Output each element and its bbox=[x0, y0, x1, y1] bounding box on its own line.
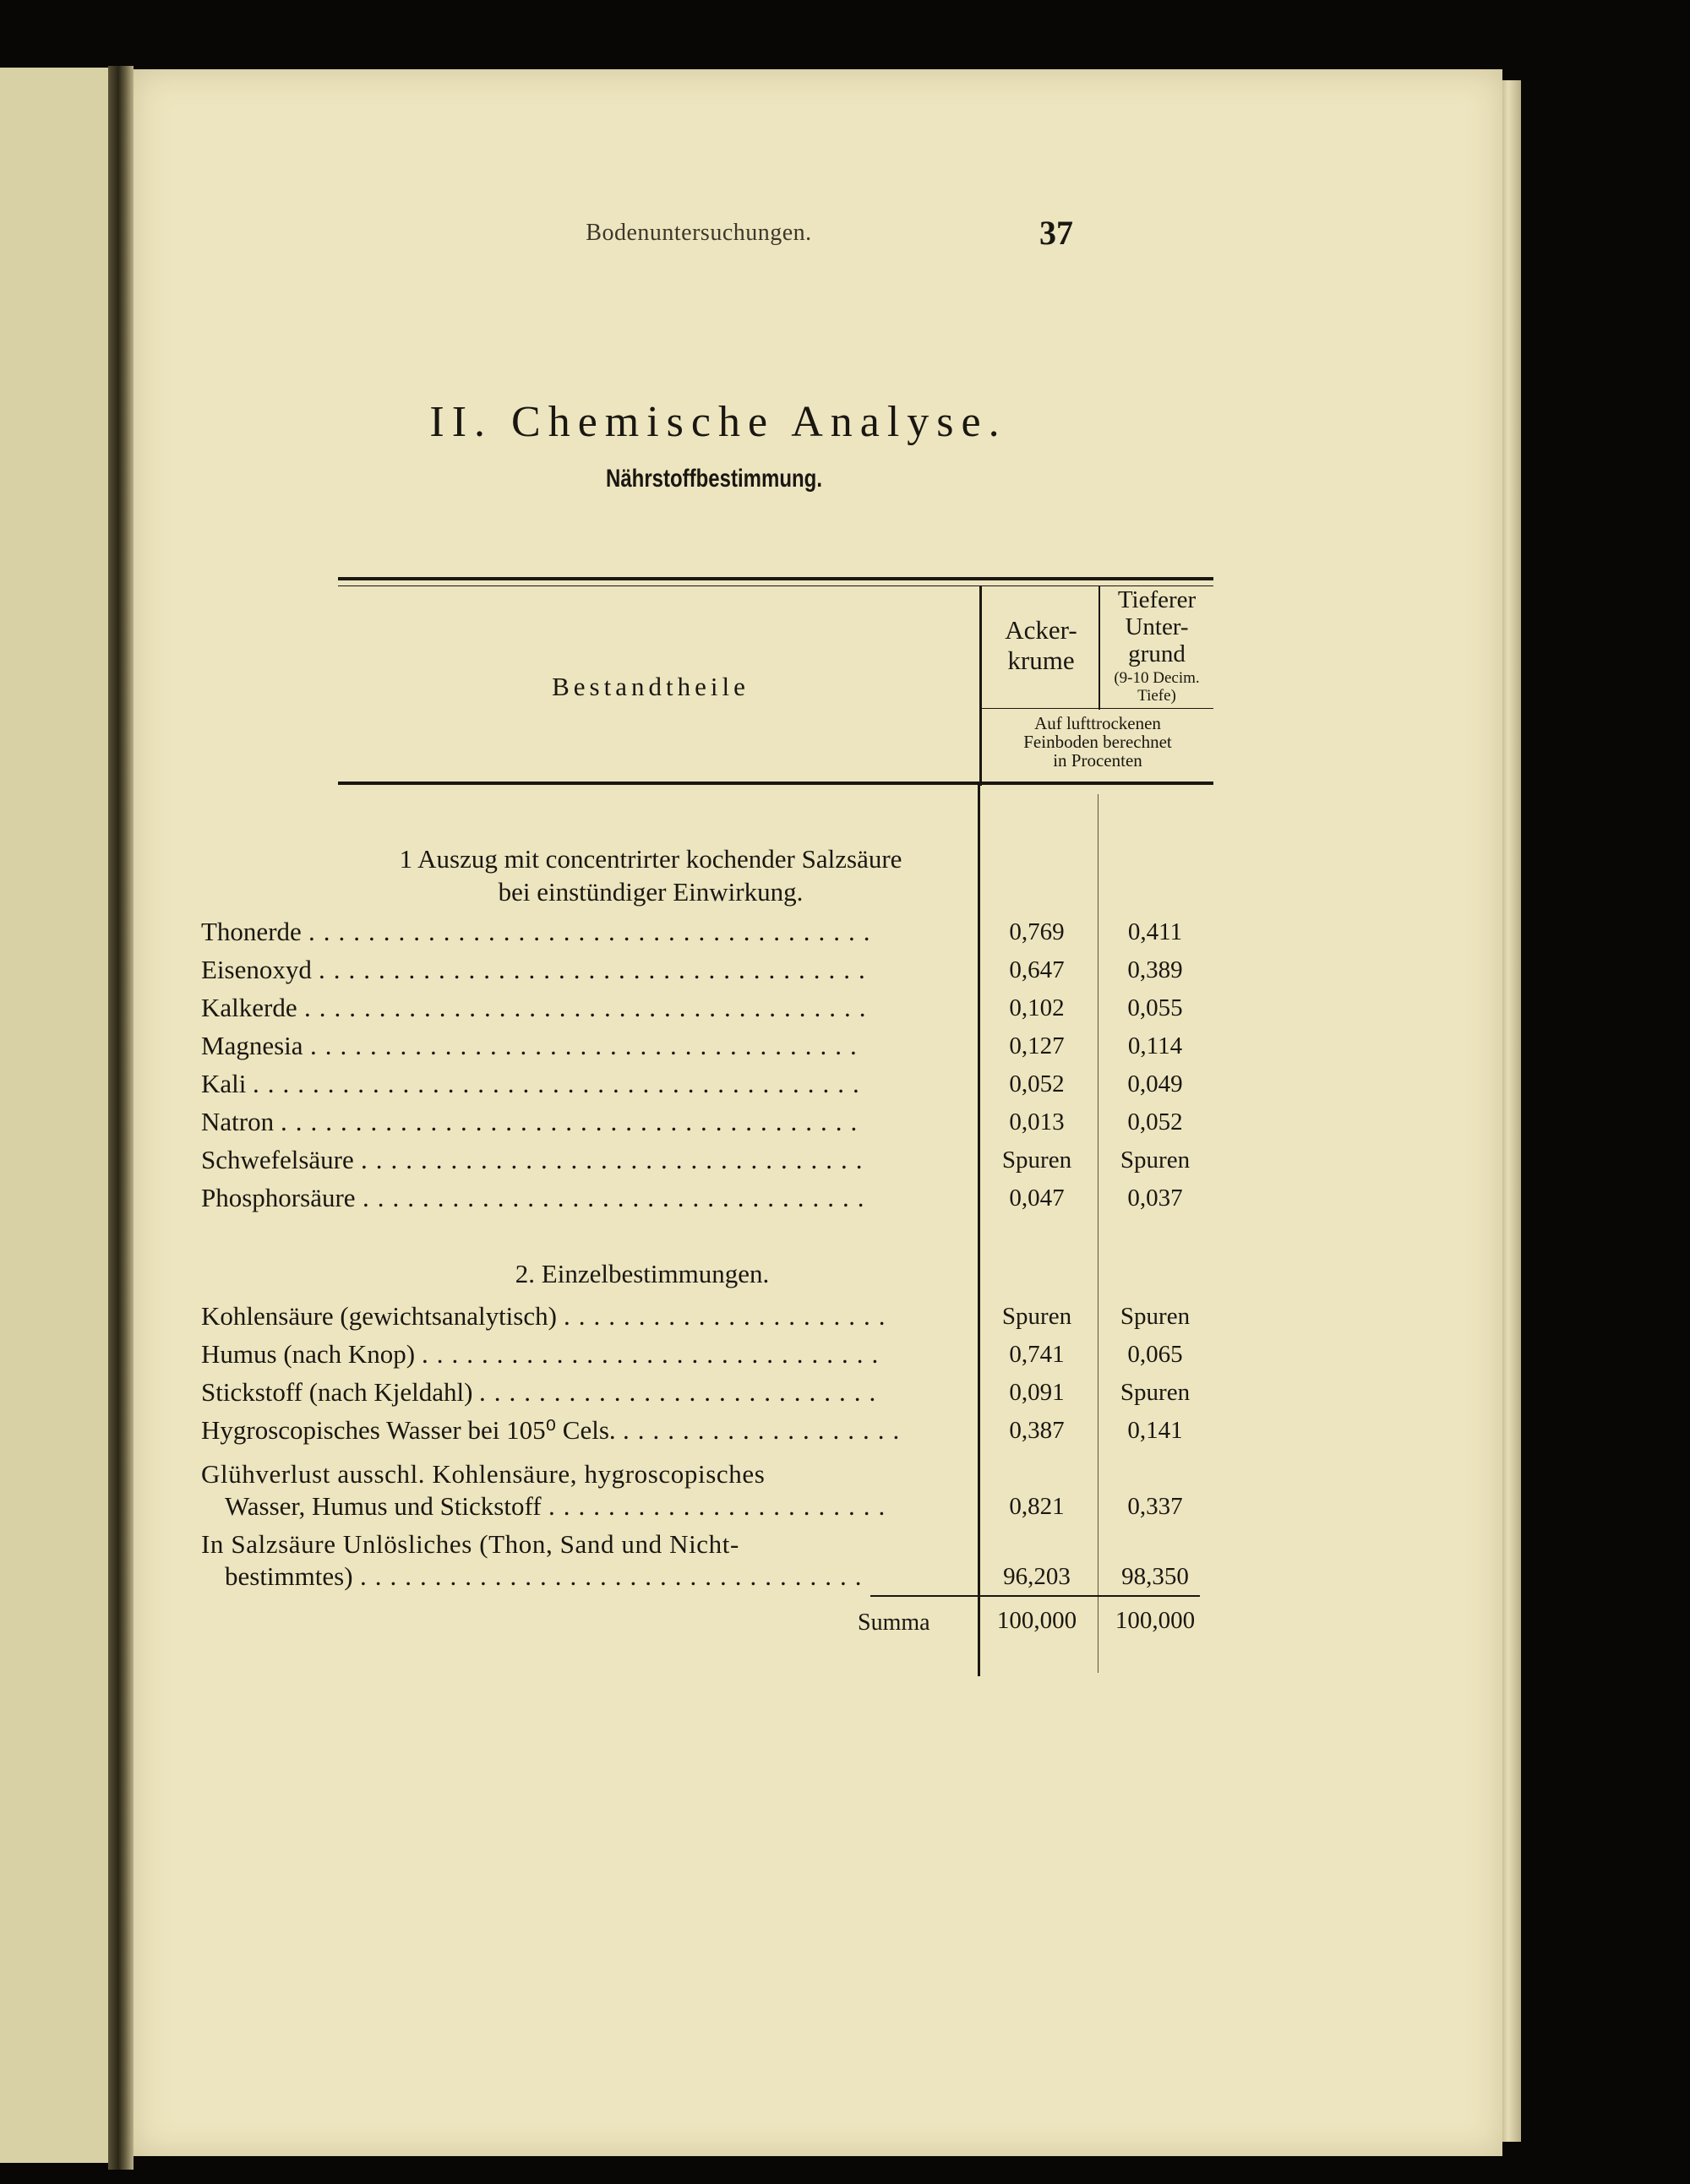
facing-page-edge bbox=[0, 68, 108, 2163]
section-2-heading: 2. Einzelbestimmungen. bbox=[515, 1259, 770, 1288]
value-topsoil: Spuren bbox=[1001, 1146, 1072, 1174]
row-label: Schwefelsäure bbox=[201, 1145, 354, 1174]
value-subsoil: 0,037 bbox=[1127, 1185, 1183, 1212]
column-header-components: Bestandtheile bbox=[552, 672, 750, 701]
column-header-subsoil: Tieferer Unter- grund bbox=[1117, 586, 1197, 667]
section-subtitle: Nährstoffbestimmung. bbox=[605, 465, 822, 493]
value-subsoil: 0,114 bbox=[1127, 1032, 1183, 1059]
leader-dots: ........................... bbox=[479, 1377, 885, 1407]
unit-note: Auf lufttrockenen Feinboden berechnet in Procenten bbox=[1023, 713, 1172, 771]
page-fore-edge bbox=[1502, 80, 1521, 2142]
top-rule-thick bbox=[338, 577, 1213, 580]
section-1-heading: 1 Auszug mit concentrirter kochender Salzsäure bei einstündiger Einwirkung. bbox=[399, 844, 902, 907]
leader-dots: ....................... bbox=[548, 1491, 894, 1521]
top-rule-thin bbox=[338, 585, 1213, 586]
leader-dots: .................................. bbox=[363, 1183, 873, 1212]
value-subsoil: 0,049 bbox=[1127, 1070, 1183, 1097]
row-label: Eisenoxyd bbox=[201, 955, 312, 984]
value-subsoil: Spuren bbox=[1120, 1379, 1191, 1406]
value-subsoil: 0,411 bbox=[1127, 918, 1183, 945]
value-topsoil: 0,127 bbox=[1009, 1032, 1065, 1059]
value-subsoil: Spuren bbox=[1120, 1303, 1191, 1330]
value-subsoil: 0,337 bbox=[1127, 1493, 1183, 1520]
value-topsoil: 0,102 bbox=[1009, 994, 1065, 1021]
running-title: Bodenuntersuchungen. bbox=[586, 220, 812, 246]
row-label-line2: bestimmtes) bbox=[225, 1561, 353, 1591]
leader-dots: ............................... bbox=[422, 1339, 887, 1369]
sum-label: Summa bbox=[858, 1609, 930, 1636]
row-label: Phosphorsäure bbox=[201, 1183, 356, 1212]
leader-dots: ..................................... bbox=[319, 955, 874, 984]
value-subsoil: 0,389 bbox=[1127, 956, 1183, 983]
sum-topsoil: 100,000 bbox=[996, 1607, 1077, 1634]
leader-dots: ...................................... bbox=[304, 993, 875, 1022]
value-subsoil: 98,350 bbox=[1121, 1563, 1189, 1590]
header-bottom-rule bbox=[338, 782, 1213, 785]
value-subsoil: Spuren bbox=[1120, 1146, 1191, 1174]
row-label: Thonerde bbox=[201, 917, 302, 946]
sum-subsoil: 100,000 bbox=[1115, 1607, 1196, 1634]
value-subsoil: 0,141 bbox=[1127, 1417, 1183, 1444]
sum-rule bbox=[870, 1595, 1200, 1597]
value-topsoil: Spuren bbox=[1001, 1303, 1072, 1330]
row-label: Natron bbox=[201, 1107, 275, 1136]
leader-dots: ....................................... bbox=[281, 1107, 866, 1136]
value-topsoil: 0,091 bbox=[1009, 1379, 1065, 1406]
body-divider-1 bbox=[978, 785, 980, 1676]
value-topsoil: 96,203 bbox=[1003, 1563, 1071, 1590]
value-subsoil: 0,065 bbox=[1127, 1341, 1183, 1368]
leader-dots: .................................. bbox=[360, 1561, 870, 1591]
value-topsoil: 0,013 bbox=[1009, 1108, 1065, 1136]
column-header-topsoil: Acker- krume bbox=[1005, 615, 1077, 675]
page-number: 37 bbox=[1039, 214, 1073, 252]
leader-dots: ...................... bbox=[564, 1301, 894, 1331]
row-label: Magnesia bbox=[201, 1031, 303, 1060]
value-topsoil: 0,769 bbox=[1009, 918, 1065, 945]
leader-dots: ......................................... bbox=[253, 1069, 868, 1098]
value-topsoil: 0,741 bbox=[1009, 1341, 1065, 1368]
row-label: Kohlensäure (gewichtsanalytisch) bbox=[201, 1301, 557, 1331]
leader-dots: .................................. bbox=[361, 1145, 871, 1174]
value-topsoil: 0,821 bbox=[1009, 1493, 1065, 1520]
value-subsoil: 0,055 bbox=[1127, 994, 1183, 1021]
section-title: II. Chemische Analyse. bbox=[429, 398, 1007, 446]
value-topsoil: 0,387 bbox=[1009, 1417, 1065, 1444]
leader-dots: ...................................... bbox=[308, 917, 879, 946]
row-label-line2: Wasser, Humus und Stickstoff bbox=[225, 1491, 542, 1521]
value-topsoil: 0,647 bbox=[1009, 956, 1065, 983]
leader-dots: ................... bbox=[623, 1415, 908, 1445]
row-label: Kali bbox=[201, 1069, 247, 1098]
row-label: Kalkerde bbox=[201, 993, 297, 1022]
book-gutter bbox=[108, 66, 134, 2170]
row-label: Hygroscopisches Wasser bei 105⁰ Cels. bbox=[201, 1415, 616, 1445]
value-subsoil: 0,052 bbox=[1127, 1108, 1183, 1136]
row-label: Stickstoff (nach Kjeldahl) bbox=[201, 1377, 473, 1407]
row-label-line1: In Salzsäure Unlösliches (Thon, Sand und Nicht- bbox=[201, 1529, 739, 1559]
row-label-line1: Glühverlust ausschl. Kohlensäure, hygroscopisches bbox=[201, 1459, 766, 1489]
column-header-subsoil-depth: (9-10 Decim. Tiefe) bbox=[1114, 669, 1200, 705]
row-label: Humus (nach Knop) bbox=[201, 1339, 416, 1369]
value-topsoil: 0,047 bbox=[1009, 1185, 1065, 1212]
unit-note-rule bbox=[982, 708, 1213, 709]
leader-dots: ..................................... bbox=[310, 1031, 865, 1060]
value-topsoil: 0,052 bbox=[1009, 1070, 1065, 1097]
